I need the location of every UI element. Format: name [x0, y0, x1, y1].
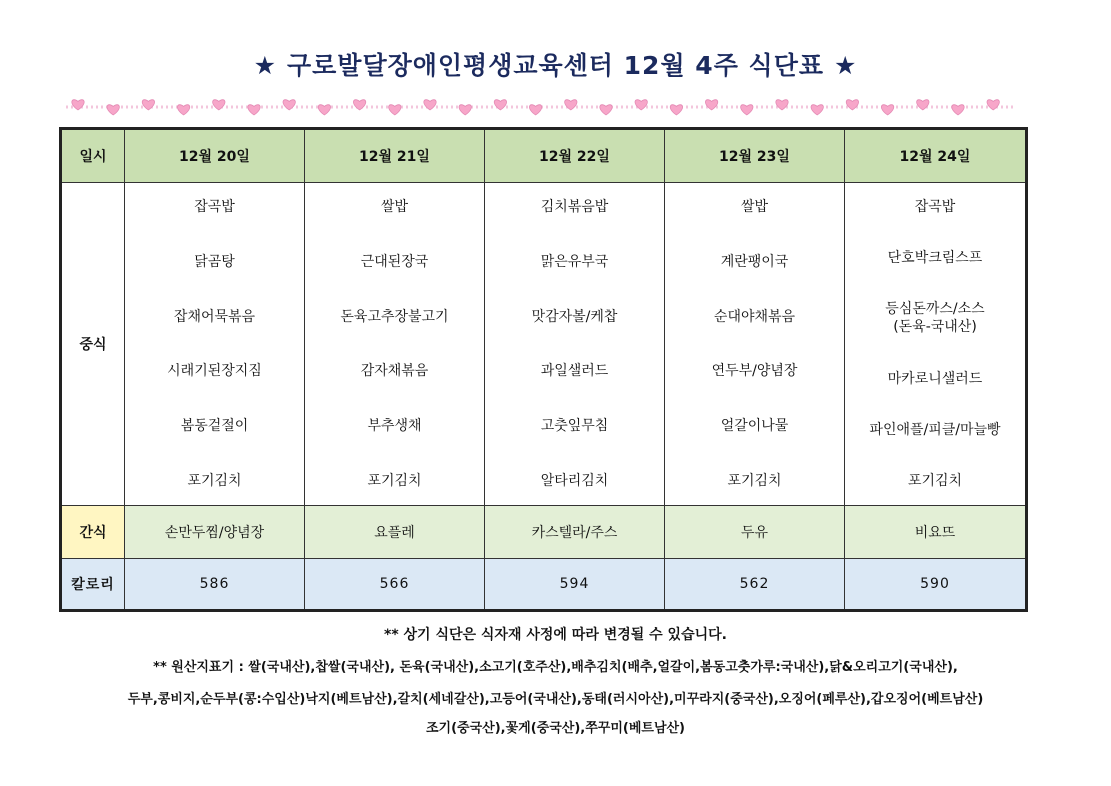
- lunch-item: 쌀밥: [380, 199, 409, 215]
- calorie-cell: 594: [485, 559, 665, 611]
- snack-cell: 두유: [665, 506, 845, 559]
- lunch-item: 김치볶음밥: [540, 199, 609, 215]
- heart-icon: [353, 100, 365, 110]
- lunch-item: 포기김치: [907, 472, 963, 489]
- heart-icon: [600, 105, 612, 115]
- lunch-item: 과일샐러드: [540, 363, 609, 380]
- lunch-item: 돈육고추장불고기: [340, 308, 449, 325]
- lunch-item-list: [305, 194, 484, 494]
- lunch-item: 부추생채: [367, 418, 422, 435]
- snack-cell: 비요뜨: [845, 506, 1027, 559]
- lunch-item: 얼갈이나물: [720, 418, 789, 435]
- calorie-row: [61, 559, 1027, 611]
- snack-row: [61, 506, 1027, 559]
- calorie-row-label: 칼로리: [61, 559, 125, 611]
- lunch-item: 단호박크림스프: [887, 250, 983, 267]
- lunch-row: [61, 183, 1027, 506]
- date-cell: 12월 24일: [845, 129, 1027, 183]
- lunch-item: 포기김치: [187, 472, 242, 489]
- title-text: 구로발달장애인평생교육센터 12월 4주 식단표: [287, 51, 824, 80]
- origin-notice-line-3: 조기(중국산),꽃게(중국산),쭈꾸미(베트남산): [425, 721, 685, 736]
- calorie-cell: 586: [125, 559, 305, 611]
- lunch-item: 계란팽이국: [720, 253, 789, 270]
- heart-icon: [459, 105, 471, 115]
- lunch-item: 마카로니샐러드: [887, 370, 983, 387]
- menu-table: [59, 127, 1028, 612]
- heart-icon: [213, 100, 225, 110]
- lunch-item: 등심돈까스/소스 (돈육-국내산): [885, 301, 985, 336]
- heart-icon: [952, 105, 964, 115]
- page-title: [0, 46, 1111, 82]
- star-icon: ★: [253, 51, 277, 80]
- date-cell: 12월 22일: [485, 129, 665, 183]
- lunch-cell: [125, 183, 305, 506]
- lunch-item: 포기김치: [727, 472, 782, 489]
- lunch-item-list: [485, 194, 664, 494]
- date-cell: 12월 23일: [665, 129, 845, 183]
- heart-icon: [424, 100, 436, 110]
- lunch-item: 포기김치: [367, 472, 422, 489]
- lunch-item: 감자채볶음: [360, 363, 429, 380]
- heart-icon: [283, 100, 295, 110]
- heart-icon: [741, 105, 753, 115]
- heart-icon: [177, 105, 189, 115]
- calorie-cell: 562: [665, 559, 845, 611]
- lunch-item: 잡곡밥: [194, 199, 235, 215]
- lunch-row-label: 중식: [61, 183, 125, 506]
- lunch-item: 잡곡밥: [914, 199, 956, 215]
- heart-icon: [529, 105, 541, 115]
- heart-icon: [811, 105, 823, 115]
- heart-icon: [318, 105, 330, 115]
- lunch-item: 쌀밥: [740, 199, 769, 215]
- lunch-cell: [485, 183, 665, 506]
- heart-icon: [881, 105, 893, 115]
- lunch-item: 순대야채볶음: [713, 308, 796, 325]
- lunch-item: 연두부/양념장: [711, 363, 798, 380]
- calorie-cell: 590: [845, 559, 1027, 611]
- heart-icon: [107, 105, 119, 115]
- lunch-item: 시래기된장지짐: [167, 363, 262, 380]
- date-row-label: 일시: [61, 129, 125, 183]
- lunch-item: 근대된장국: [360, 253, 429, 270]
- lunch-item: 파인애플/피클/마늘빵: [869, 421, 1001, 438]
- lunch-cell: [845, 183, 1027, 506]
- date-cell: 12월 21일: [305, 129, 485, 183]
- lunch-cell: [665, 183, 845, 506]
- snack-cell: 카스텔라/주스: [485, 506, 665, 559]
- lunch-item: 닭곰탕: [194, 253, 235, 270]
- date-cell: 12월 20일: [125, 129, 305, 183]
- heart-border-decoration: [66, 95, 1016, 119]
- lunch-item: 맛감자볼/케찹: [531, 308, 618, 325]
- heart-icon: [670, 105, 682, 115]
- lunch-item: 잡채어묵볶음: [173, 308, 256, 325]
- change-notice: ** 상기 식단은 식자재 사정에 따라 변경될 수 있습니다.: [384, 627, 727, 643]
- header-row: [61, 129, 1027, 183]
- lunch-item: 고춧잎무침: [540, 418, 609, 435]
- heart-icon: [248, 105, 260, 115]
- lunch-item-list: [665, 194, 844, 494]
- origin-notice-line-2: 두부,콩비지,순두부(콩:수입산)낙지(베트남산),갈치(세네갈산),고등어(국내산),동태(러시아산),미꾸라지(중국산),오징어(페루산),갑오징어(베트남산): [127, 692, 984, 707]
- origin-notice-line-1: ** 원산지표기 : 쌀(국내산),찹쌀(국내산), 돈육(국내산),소고기(호주산),배추김치(배추,얼갈이,봄동고춧가루:국내산),닭&오리고기(국내산),: [153, 660, 958, 675]
- lunch-item: 맑은유부국: [540, 253, 609, 270]
- lunch-cell: [305, 183, 485, 506]
- star-icon: ★: [834, 51, 858, 80]
- heart-icon: [389, 105, 401, 115]
- lunch-item: 알타리김치: [540, 472, 609, 489]
- lunch-item-list: [845, 194, 1025, 494]
- lunch-item: 봄동겉절이: [180, 418, 249, 435]
- lunch-item-list: [125, 194, 304, 494]
- snack-cell: 손만두찜/양념장: [125, 506, 305, 559]
- calorie-cell: 566: [305, 559, 485, 611]
- snack-cell: 요플레: [305, 506, 485, 559]
- snack-row-label: 간식: [61, 506, 125, 559]
